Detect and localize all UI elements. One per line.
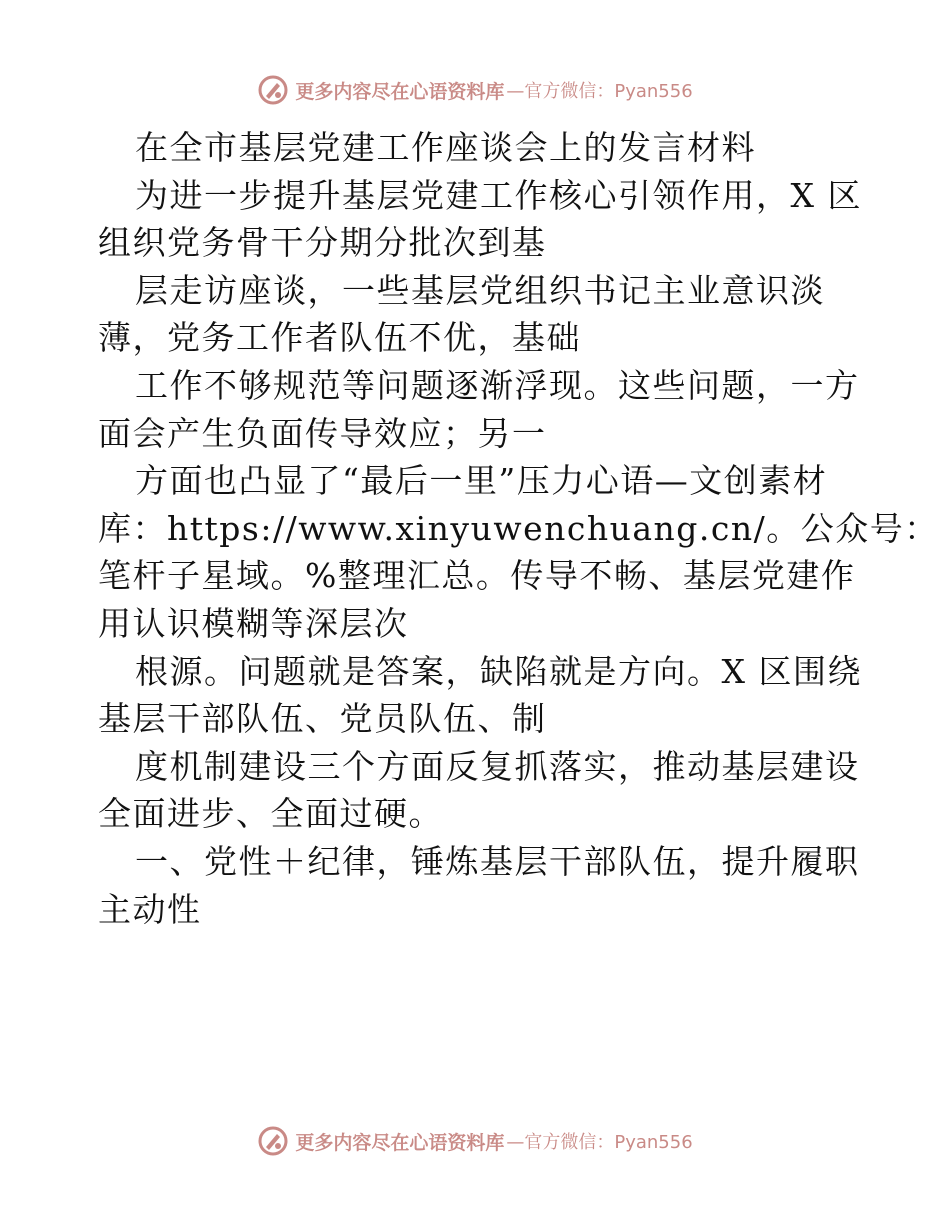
document-title: 在全市基层党建工作座谈会上的发言材料 [135,128,756,167]
text-line: 为进一步提升基层党建工作核心引领作用，X 区 [135,175,862,215]
text-line: 薄，党务工作者队伍不优，基础 [98,318,581,358]
text-line: 全面进步、全面过硬。 [98,794,443,834]
watermark-brand: 更多内容尽在心语资料库 [295,80,505,103]
watermark-contact: —官方微信：Pyan556 [506,1132,693,1153]
watermark-contact: —官方微信：Pyan556 [506,81,693,102]
header-watermark [0,70,950,110]
text-line: 基层干部队伍、党员队伍、制 [98,699,547,739]
text-line: 笔杆子星域。%整理汇总。传导不畅、基层党建作 [98,556,856,596]
text-line: 根源。问题就是答案，缺陷就是方向。X 区围绕 [135,651,862,691]
text-line: 用认识模糊等深层次 [98,603,409,643]
footer-watermark [0,1121,950,1161]
watermark-brand: 更多内容尽在心语资料库 [295,1131,505,1154]
text-line: 层走访座谈，一些基层党组织书记主业意识淡 [135,270,825,310]
document-body [98,124,939,933]
text-line: 工作不够规范等问题逐渐浮现。这些问题，一方 [135,365,860,405]
text-line: 面会产生负面传导效应；另一 [98,413,547,453]
text-line: 主动性 [98,889,202,929]
seal-logo-icon [257,74,289,106]
text-line: 组织党务骨干分期分批次到基 [98,223,547,263]
section-heading: 一、党性＋纪律，锤炼基层干部队伍，提升履职 [135,841,860,881]
seal-logo-icon [257,1125,289,1157]
text-line: 库：https://www.xinyuwenchuang.cn/。公众号： [98,508,939,548]
text-line: 度机制建设三个方面反复抓落实，推动基层建设 [135,746,860,786]
text-line: 方面也凸显了“最后一里”压力心语—文创素材 [135,461,828,501]
